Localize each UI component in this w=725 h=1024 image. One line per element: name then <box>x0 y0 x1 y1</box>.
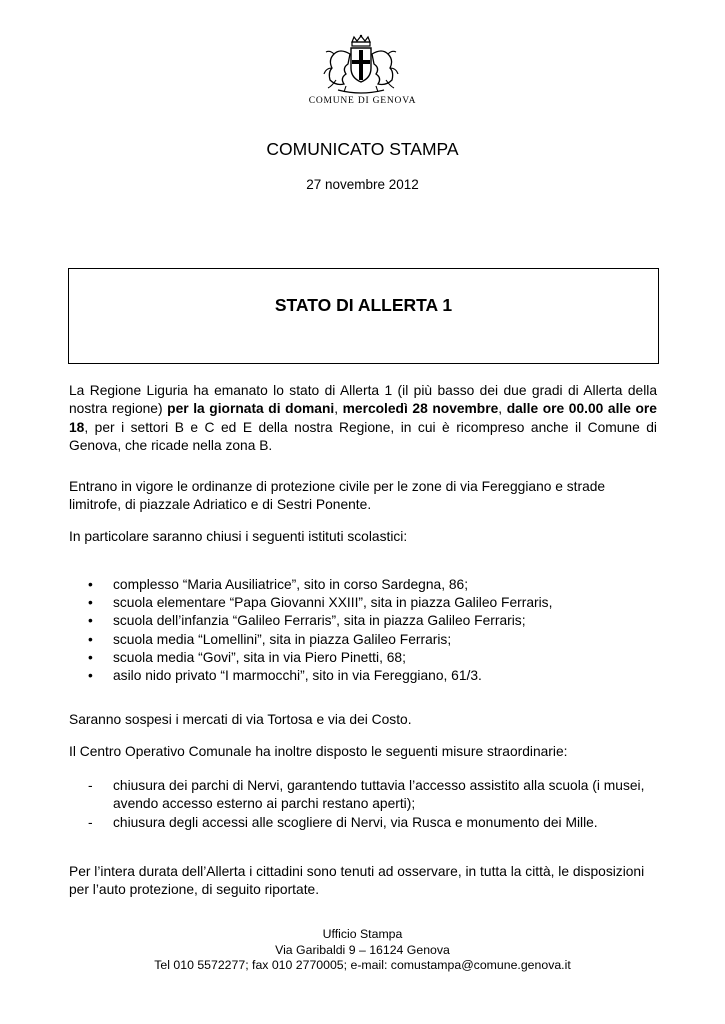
list-item-text: scuola media “Lomellini”, sita in piazza Galileo Ferraris; <box>113 631 452 647</box>
document-title: COMUNICATO STAMPA <box>266 139 459 159</box>
list-item <box>88 667 648 685</box>
paragraph-schools-intro: In particolare saranno chiusi i seguenti istituti scolastici: <box>69 529 408 544</box>
list-item <box>88 649 648 667</box>
footer <box>0 927 725 974</box>
list-item-text: asilo nido privato “I marmocchi”, sito in via Fereggiano, 61/3. <box>113 668 482 684</box>
paragraph-text: La Regione Liguria ha emanato lo stato di Allerta 1 (il più basso dei due gradi di Allerta della nostra regione) <box>69 383 657 417</box>
list-item <box>88 612 648 630</box>
bold-text: mercoledì 28 novembre <box>342 401 499 417</box>
list-item-text: scuola media “Govi”, sita in via Piero Pinetti, 68; <box>113 649 406 665</box>
bold-text: per la giornata di domani <box>167 401 335 417</box>
coat-of-arms-icon <box>316 34 406 98</box>
list-item-text: scuola dell’infanzia “Galileo Ferraris”, sita in piazza Galileo Ferraris; <box>113 613 526 629</box>
footer-address: Via Garibaldi 9 – 16124 Genova <box>275 942 450 957</box>
institution-name: COMUNE DI GENOVA <box>308 96 417 106</box>
dash-icon: - <box>88 814 93 830</box>
list-item <box>88 576 648 594</box>
list-item-text: chiusura dei parchi di Nervi, garantendo tuttavia l’accesso assistito alla scuola (i musei, avendo accesso esterno ai parchi restano aperti); <box>113 778 645 812</box>
bullet-icon: • <box>88 631 93 647</box>
bullet-icon: • <box>88 668 93 684</box>
paragraph-markets: Saranno sospesi i mercati di via Tortosa e via dei Costo. <box>69 712 412 727</box>
bullet-icon: • <box>88 577 93 592</box>
measures-list <box>88 777 648 832</box>
alert-box <box>68 268 659 364</box>
bullet-icon: • <box>88 649 93 665</box>
list-item-text: scuola elementare “Papa Giovanni XXIII”, sita in piazza Galileo Ferraris, <box>113 595 553 611</box>
footer-office: Ufficio Stampa <box>322 927 403 941</box>
list-item <box>88 631 648 649</box>
list-item <box>88 814 648 832</box>
list-item-text: complesso “Maria Ausiliatrice”, sito in corso Sardegna, 86; <box>113 577 469 592</box>
paragraph-alert-details <box>69 382 657 455</box>
bullet-icon: • <box>88 613 93 629</box>
document-date: 27 novembre 2012 <box>306 177 419 192</box>
paragraph-self-protection: Per l’intera durata dell’Allerta i cittadini sono tenuti ad osservare, in tutta la città, le disposizioni per l’auto protezione, di seguito riportate. <box>69 864 645 898</box>
paragraph-text: , per i settori B e C ed E della nostra Regione, in cui è ricompreso anche il Comune di Genova, che ricade nella zona B. <box>69 419 657 453</box>
dash-icon: - <box>88 778 93 793</box>
list-item <box>88 594 648 612</box>
closed-schools-list <box>88 576 648 685</box>
paragraph-measures-intro: Il Centro Operativo Comunale ha inoltre disposto le seguenti misure straordinarie: <box>69 744 568 759</box>
paragraph-text: , <box>498 401 507 417</box>
paragraph-ordinances: Entrano in vigore le ordinanze di protezione civile per le zone di via Fereggiano e strade limitrofe, di piazzale Adriatico e di Sestri Ponente. <box>69 479 606 513</box>
footer-contacts: Tel 010 5572277; fax 010 2770005; e-mail: comustampa@comune.genova.it <box>154 958 571 973</box>
list-item-text: chiusura degli accessi alle scogliere di Nervi, via Rusca e monumento dei Mille. <box>113 814 598 830</box>
list-item <box>88 777 648 814</box>
alert-title: STATO DI ALLERTA 1 <box>274 295 453 315</box>
paragraph-text: , <box>334 401 343 417</box>
bold-text: dalle ore 00.00 alle ore 18 <box>69 401 657 435</box>
bullet-icon: • <box>88 595 93 611</box>
